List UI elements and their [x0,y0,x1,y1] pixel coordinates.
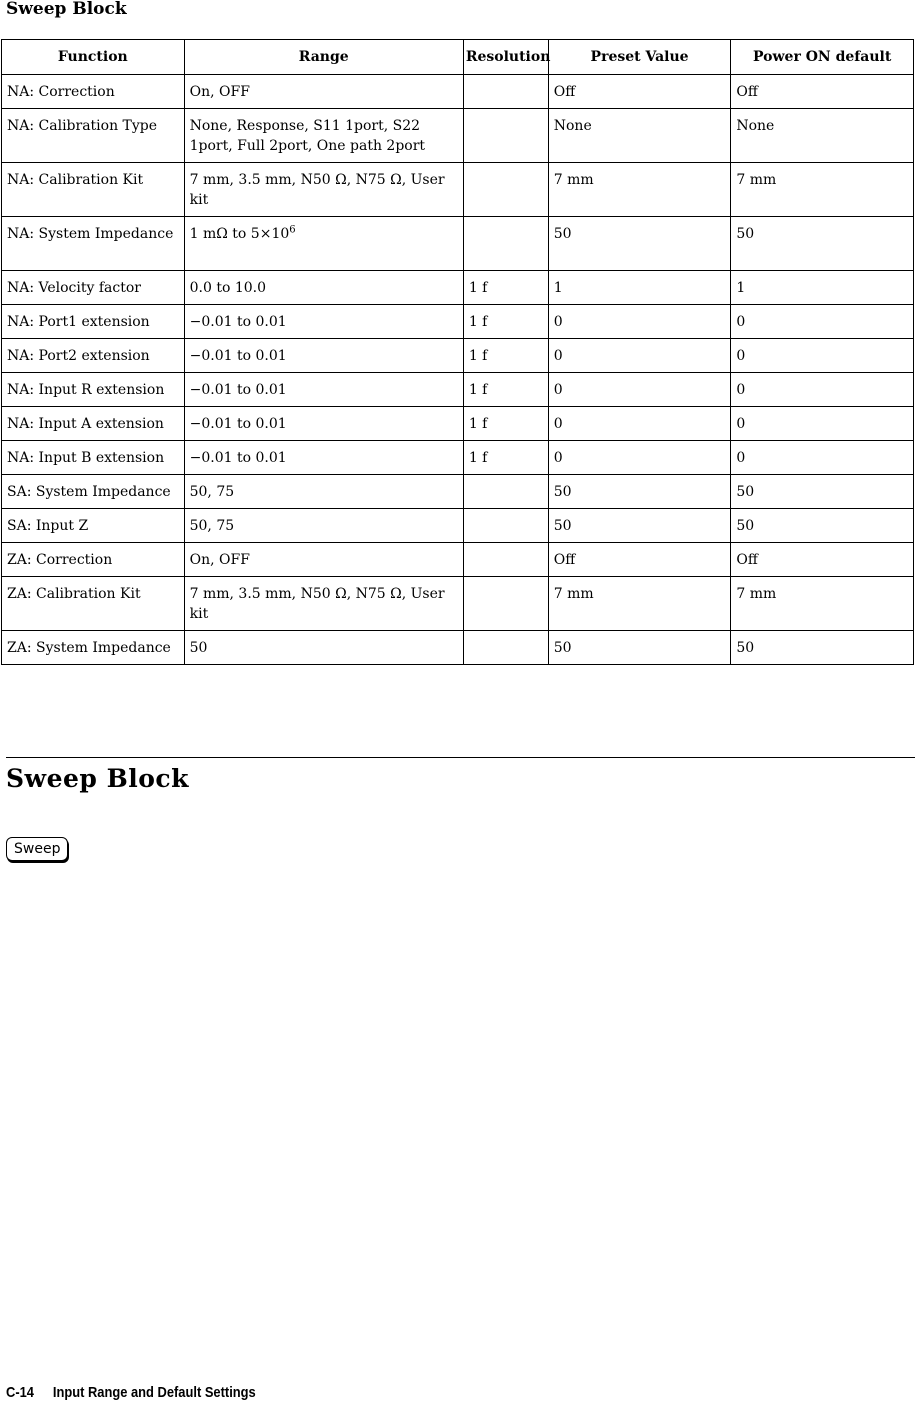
cell-resolution [463,475,548,509]
cell-preset: 50 [548,217,731,271]
cell-power-on: 50 [731,631,914,665]
cell-preset: 0 [548,441,731,475]
cell-range: 0.0 to 10.0 [184,271,463,305]
cell-range: 7 mm, 3.5 mm, N50 Ω, N75 Ω, User kit [184,577,463,631]
running-head: Sweep Block [6,0,127,19]
cell-range: 50 [184,631,463,665]
cell-resolution [463,509,548,543]
cell-resolution [463,217,548,271]
header-function: Function [2,40,185,75]
cell-resolution [463,543,548,577]
table-row [2,631,914,665]
table-row [2,475,914,509]
table-row [2,217,914,271]
cell-power-on: None [731,109,914,163]
cell-function: SA: Input Z [2,509,185,543]
cell-power-on: 50 [731,475,914,509]
cell-resolution: 1 f [463,373,548,407]
cell-resolution [463,75,548,109]
table-row [2,577,914,631]
cell-power-on: 0 [731,339,914,373]
cell-power-on: 50 [731,509,914,543]
cell-resolution [463,163,548,217]
table-row [2,543,914,577]
table-row [2,163,914,217]
cell-resolution: 1 f [463,441,548,475]
cell-resolution: 1 f [463,339,548,373]
cell-preset: Off [548,75,731,109]
cell-function: NA: System Impedance [2,217,185,271]
cell-preset: 7 mm [548,163,731,217]
table-row [2,305,914,339]
section-title: Sweep Block [6,764,189,793]
cell-range: −0.01 to 0.01 [184,339,463,373]
cell-function: NA: Input B extension [2,441,185,475]
cell-resolution: 1 f [463,407,548,441]
cell-function: NA: Port2 extension [2,339,185,373]
cell-resolution [463,109,548,163]
cell-range: 50, 75 [184,509,463,543]
cell-preset: Off [548,543,731,577]
cell-function: SA: System Impedance [2,475,185,509]
cell-preset: 0 [548,305,731,339]
cell-resolution [463,631,548,665]
cell-range: −0.01 to 0.01 [184,305,463,339]
cell-function: ZA: Correction [2,543,185,577]
page-footer [6,1383,256,1403]
cell-preset: 50 [548,631,731,665]
cell-function: NA: Velocity factor [2,271,185,305]
header-power-on-default: Power ON default [731,40,914,75]
cell-resolution: 1 f [463,305,548,339]
cell-function: ZA: System Impedance [2,631,185,665]
cell-range: −0.01 to 0.01 [184,441,463,475]
cell-range: −0.01 to 0.01 [184,407,463,441]
cell-function: NA: Correction [2,75,185,109]
cell-power-on: 0 [731,407,914,441]
cell-preset: 50 [548,509,731,543]
range-base: 1 mΩ to 5×10 [189,226,290,242]
table-row [2,339,914,373]
cell-power-on: 7 mm [731,577,914,631]
cell-range [184,217,463,271]
cell-power-on: 0 [731,305,914,339]
cell-range: 50, 75 [184,475,463,509]
cell-preset: None [548,109,731,163]
cell-function: NA: Calibration Kit [2,163,185,217]
cell-power-on: Off [731,75,914,109]
cell-range: On, OFF [184,543,463,577]
table-row [2,75,914,109]
cell-resolution: 1 f [463,271,548,305]
range-exponent: 6 [289,224,296,236]
cell-power-on: 0 [731,373,914,407]
header-resolution: Resolution [463,40,548,75]
cell-function: NA: Port1 extension [2,305,185,339]
cell-preset: 0 [548,339,731,373]
header-range: Range [184,40,463,75]
section-divider [6,757,915,758]
cell-power-on: 50 [731,217,914,271]
cell-range: 7 mm, 3.5 mm, N50 Ω, N75 Ω, User kit [184,163,463,217]
cell-range: None, Response, S11 1port, S22 1port, Full 2port, One path 2port [184,109,463,163]
cell-function: ZA: Calibration Kit [2,577,185,631]
table-row [2,509,914,543]
table-row [2,271,914,305]
cell-function: NA: Input R extension [2,373,185,407]
page-number: C-14 [6,1384,34,1401]
settings-table [1,39,914,665]
cell-preset: 1 [548,271,731,305]
cell-power-on: 7 mm [731,163,914,217]
chapter-title: Input Range and Default Settings [52,1384,256,1401]
cell-range: −0.01 to 0.01 [184,373,463,407]
cell-resolution [463,577,548,631]
cell-power-on: 1 [731,271,914,305]
table-row [2,407,914,441]
table-row [2,441,914,475]
cell-preset: 7 mm [548,577,731,631]
cell-function: NA: Input A extension [2,407,185,441]
table-row [2,109,914,163]
cell-preset: 0 [548,407,731,441]
cell-preset: 50 [548,475,731,509]
sweep-hardkey[interactable]: Sweep [6,837,68,861]
table-header-row [2,40,914,75]
table-row [2,373,914,407]
header-preset-value: Preset Value [548,40,731,75]
cell-range: On, OFF [184,75,463,109]
cell-preset: 0 [548,373,731,407]
cell-power-on: Off [731,543,914,577]
cell-power-on: 0 [731,441,914,475]
cell-function: NA: Calibration Type [2,109,185,163]
